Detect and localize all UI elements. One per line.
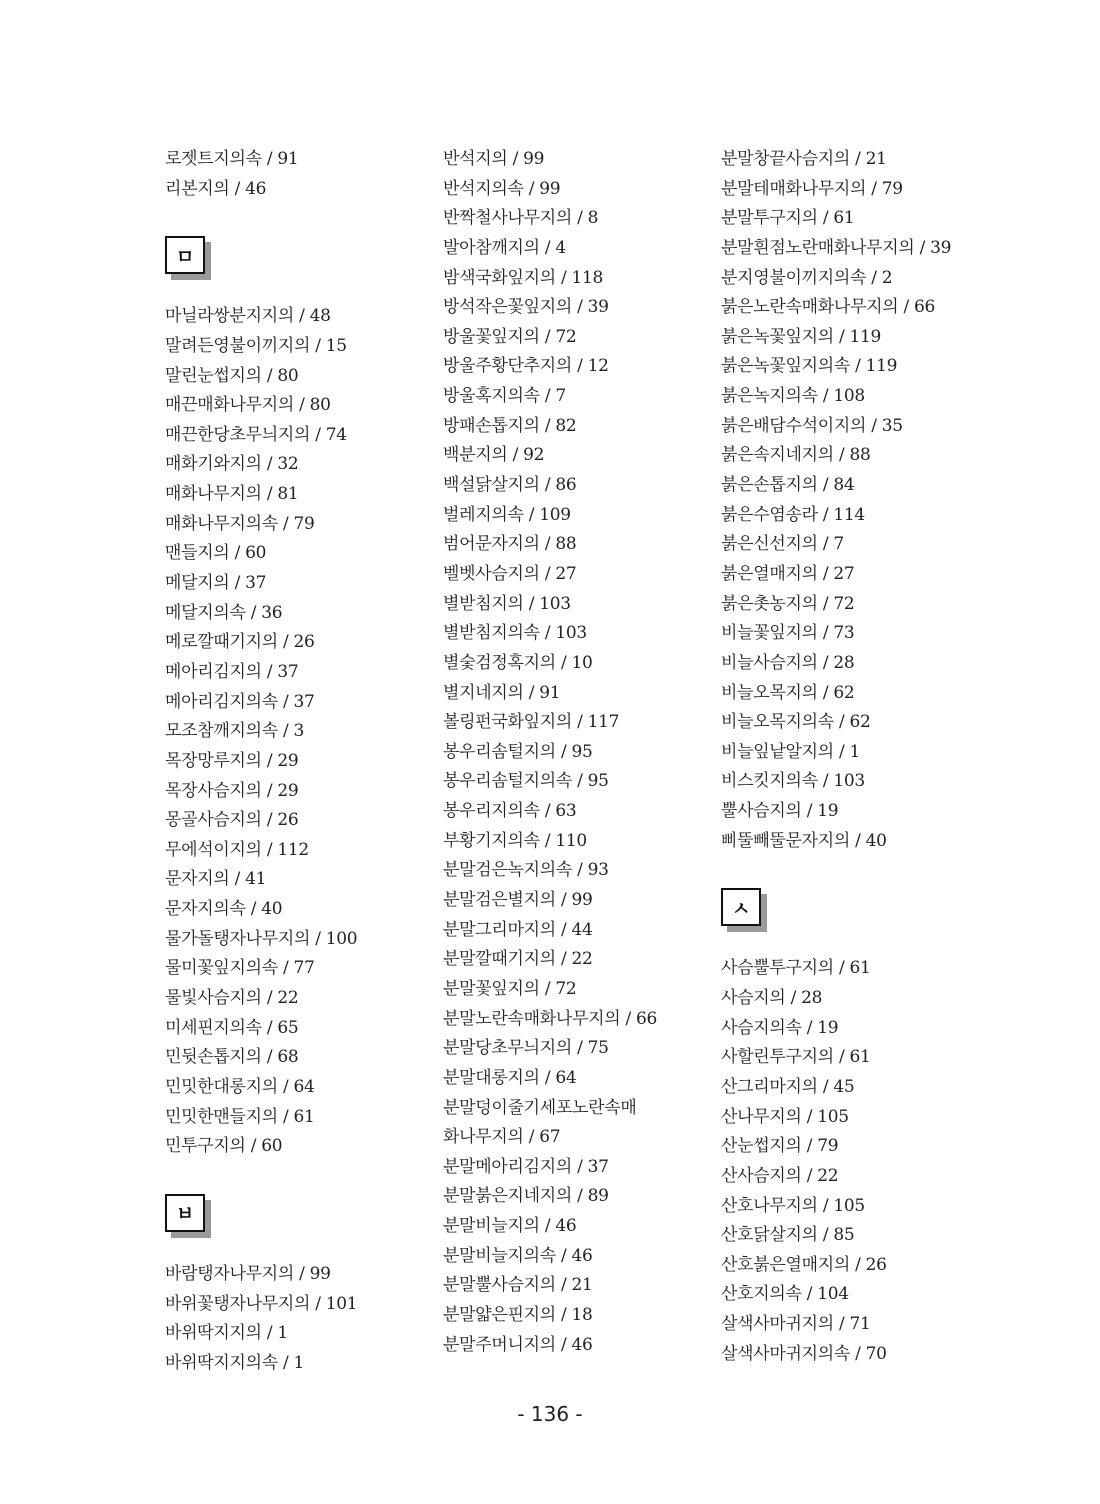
index-entry: 봉우리솜털지의 / 95 — [443, 741, 593, 762]
index-entry: 비늘잎낱알지의 / 1 — [721, 741, 861, 762]
index-entry: 메로깔때기지의 / 26 — [165, 632, 315, 653]
index-entry: 분말얇은핀지의 / 18 — [443, 1304, 593, 1325]
index-entry: 볼링펀국화잎지의 / 117 — [443, 712, 620, 733]
index-entry: 분말테매화나무지의 / 79 — [721, 178, 903, 199]
index-entry: 마닐라쌍분지지의 / 48 — [165, 306, 331, 327]
index-entry: 붉은속지네지의 / 88 — [721, 445, 871, 466]
index-entry: 산호지의속 / 104 — [721, 1284, 849, 1305]
index-entry: 비늘꽃잎지의 / 73 — [721, 623, 855, 644]
index-entry: 붉은배담수석이지의 / 35 — [721, 415, 903, 436]
index-entry: 별숯검정혹지의 / 10 — [443, 652, 593, 673]
section-header-siot: ㅅ — [721, 888, 761, 926]
index-entry: 분말꽃잎지의 / 72 — [443, 978, 577, 999]
index-entry: 벌레지의속 / 109 — [443, 504, 571, 525]
index-entry: 분말깔때기지의 / 22 — [443, 949, 593, 970]
index-entry: 맨들지의 / 60 — [165, 543, 267, 564]
index-entry: 산사슴지의 / 22 — [721, 1165, 839, 1186]
index-entry: 방울꽃잎지의 / 72 — [443, 326, 577, 347]
index-entry: 산호닭살지의 / 85 — [721, 1225, 855, 1246]
index-entry: 사할린투구지의 / 61 — [721, 1047, 871, 1068]
index-entry: 붉은녹꽃잎지의속 / 119 — [721, 356, 898, 377]
entry-group-bieup — [165, 1260, 435, 1379]
index-entry: 바람탱자나무지의 / 99 — [165, 1263, 331, 1284]
index-entry: 별지네지의 / 91 — [443, 682, 561, 703]
index-entry: 분말검은녹지의속 / 93 — [443, 860, 609, 881]
index-entry: 붉은촛농지의 / 72 — [721, 593, 855, 614]
index-entry: 분말덩이줄기세포노란속매 — [443, 1097, 637, 1118]
page-number: - 136 - — [517, 1402, 583, 1426]
entry-group-ro-ri — [165, 145, 435, 204]
index-entry: 바위딱지지의 / 1 — [165, 1323, 288, 1344]
index-entry: 산나무지의 / 105 — [721, 1106, 849, 1127]
section-header-mieum: ㅁ — [165, 236, 205, 274]
index-entry: 방석작은꽃잎지의 / 39 — [443, 297, 609, 318]
index-entry: 분말노란속매화나무지의 / 66 — [443, 1008, 658, 1029]
index-entry: 민투구지의 / 60 — [165, 1136, 283, 1157]
index-entry: 반석지의 / 99 — [443, 149, 545, 169]
index-entry: 분지영불이끼지의속 / 2 — [721, 267, 893, 288]
index-entry: 로젯트지의속 / 91 — [165, 149, 299, 169]
index-entry: 매화기와지의 / 32 — [165, 454, 299, 475]
index-entry: 사슴지의속 / 19 — [721, 1017, 839, 1038]
index-entry: 백분지의 / 92 — [443, 445, 545, 466]
index-entry: 붉은열매지의 / 27 — [721, 563, 855, 584]
index-entry: 분말비늘지의속 / 46 — [443, 1245, 593, 1266]
index-entry: 분말대롱지의 / 64 — [443, 1067, 577, 1088]
index-entry: 민뒷손톱지의 / 68 — [165, 1047, 299, 1068]
index-entry: 바위딱지지의속 / 1 — [165, 1352, 305, 1373]
index-entry: 분말비늘지의 / 46 — [443, 1216, 577, 1237]
index-entry: 분말그리마지의 / 44 — [443, 919, 593, 940]
index-entry: 매화나무지의속 / 79 — [165, 513, 315, 534]
index-entry: 민밋한대롱지의 / 64 — [165, 1076, 315, 1097]
index-column-1 — [165, 145, 435, 1378]
index-entry: 분말메아리김지의 / 37 — [443, 1156, 609, 1177]
index-entry: 붉은녹꽃잎지의 / 119 — [721, 326, 882, 347]
entry-group-mieum — [165, 302, 435, 1162]
index-entry: 반석지의속 / 99 — [443, 178, 561, 199]
index-entry: 사슴뿔투구지의 / 61 — [721, 958, 871, 979]
index-entry: 삐뚤빼뚤문자지의 / 40 — [721, 830, 887, 851]
index-entry: 방울혹지의속 / 7 — [443, 386, 566, 407]
index-entry: 매끈매화나무지의 / 80 — [165, 395, 331, 416]
index-entry: 분말검은별지의 / 99 — [443, 890, 593, 911]
index-entry: 메달지의속 / 36 — [165, 602, 283, 623]
index-entry: 별받침지의 / 103 — [443, 593, 571, 614]
index-entry: 붉은손톱지의 / 84 — [721, 475, 855, 496]
entry-group-siot — [721, 954, 991, 1369]
entry-group-bieup-cont — [721, 145, 991, 856]
index-entry: 리본지의 / 46 — [165, 178, 267, 199]
index-entry: 산그리마지의 / 45 — [721, 1076, 855, 1097]
index-entry: 밤색국화잎지의 / 118 — [443, 267, 604, 288]
index-entry: 분말창끝사슴지의 / 21 — [721, 149, 887, 169]
index-entry: 민밋한맨들지의 / 61 — [165, 1106, 315, 1127]
index-column-2 — [443, 145, 713, 1360]
index-entry: 벨벳사슴지의 / 27 — [443, 563, 577, 584]
index-entry: 물미꽃잎지의속 / 77 — [165, 958, 315, 979]
index-entry: 메아리김지의 / 37 — [165, 661, 299, 682]
index-column-3 — [721, 145, 991, 1369]
index-entry: 산눈썹지의 / 79 — [721, 1136, 839, 1157]
index-entry: 비늘사슴지의 / 28 — [721, 652, 855, 673]
index-entry: 분말뿔사슴지의 / 21 — [443, 1275, 593, 1296]
index-entry: 비늘오목지의 / 62 — [721, 682, 855, 703]
index-entry: 매끈한당초무늬지의 / 74 — [165, 424, 347, 445]
index-entry: 말려든영불이끼지의 / 15 — [165, 335, 347, 356]
section-header-bieup: ㅂ — [165, 1194, 205, 1232]
index-entry: 무에석이지의 / 112 — [165, 839, 309, 860]
index-entry: 부황기지의속 / 110 — [443, 830, 587, 851]
index-entry: 방패손톱지의 / 82 — [443, 415, 577, 436]
index-entry: 살색사마귀지의속 / 70 — [721, 1343, 887, 1364]
index-entry: 바위꽃탱자나무지의 / 101 — [165, 1293, 358, 1314]
index-entry: 사슴지의 / 28 — [721, 988, 823, 1009]
index-entry: 미세핀지의속 / 65 — [165, 1017, 299, 1038]
index-entry: 비늘오목지의속 / 62 — [721, 712, 871, 733]
index-entry: 모조참깨지의속 / 3 — [165, 721, 305, 742]
index-entry: 살색사마귀지의 / 71 — [721, 1314, 871, 1335]
index-entry: 비스킷지의속 / 103 — [721, 771, 865, 792]
index-entry: 범어문자지의 / 88 — [443, 534, 577, 555]
index-entry: 매화나무지의 / 81 — [165, 484, 299, 505]
index-entry: 물가돌탱자나무지의 / 100 — [165, 928, 358, 949]
index-entry: 문자지의 / 41 — [165, 869, 267, 890]
index-entry: 방울주황단추지의 / 12 — [443, 356, 609, 377]
index-entry: 화나무지의 / 67 — [443, 1127, 561, 1148]
index-entry: 분말당초무늬지의 / 75 — [443, 1038, 609, 1059]
index-entry: 발아참깨지의 / 4 — [443, 237, 566, 258]
index-entry: 메아리김지의속 / 37 — [165, 691, 315, 712]
index-entry: 분말흰점노란매화나무지의 / 39 — [721, 237, 952, 258]
index-entry: 목장사슴지의 / 29 — [165, 780, 299, 801]
index-entry: 산호붉은열매지의 / 26 — [721, 1254, 887, 1275]
index-entry: 메달지의 / 37 — [165, 573, 267, 594]
index-entry: 말린눈썹지의 / 80 — [165, 365, 299, 386]
index-entry: 봉우리지의속 / 63 — [443, 801, 577, 822]
index-entry: 몽골사슴지의 / 26 — [165, 810, 299, 831]
index-entry: 붉은신선지의 / 7 — [721, 534, 844, 555]
index-entry: 봉우리솜털지의속 / 95 — [443, 771, 609, 792]
index-entry: 붉은수염송라 / 114 — [721, 504, 865, 525]
index-entry: 산호나무지의 / 105 — [721, 1195, 865, 1216]
index-entry: 분말투구지의 / 61 — [721, 208, 855, 229]
index-entry: 물빛사슴지의 / 22 — [165, 988, 299, 1009]
index-entry: 반짝철사나무지의 / 8 — [443, 208, 599, 229]
index-entry: 목장망루지의 / 29 — [165, 750, 299, 771]
index-entry: 문자지의속 / 40 — [165, 899, 283, 920]
index-entry: 별받침지의속 / 103 — [443, 623, 587, 644]
index-entry: 분말주머니지의 / 46 — [443, 1334, 593, 1355]
index-entry: 백설닭살지의 / 86 — [443, 475, 577, 496]
index-entry: 뿔사슴지의 / 19 — [721, 801, 839, 822]
index-entry: 분말붉은지네지의 / 89 — [443, 1186, 609, 1207]
index-entry: 붉은노란속매화나무지의 / 66 — [721, 297, 936, 318]
index-entry: 붉은녹지의속 / 108 — [721, 386, 865, 407]
